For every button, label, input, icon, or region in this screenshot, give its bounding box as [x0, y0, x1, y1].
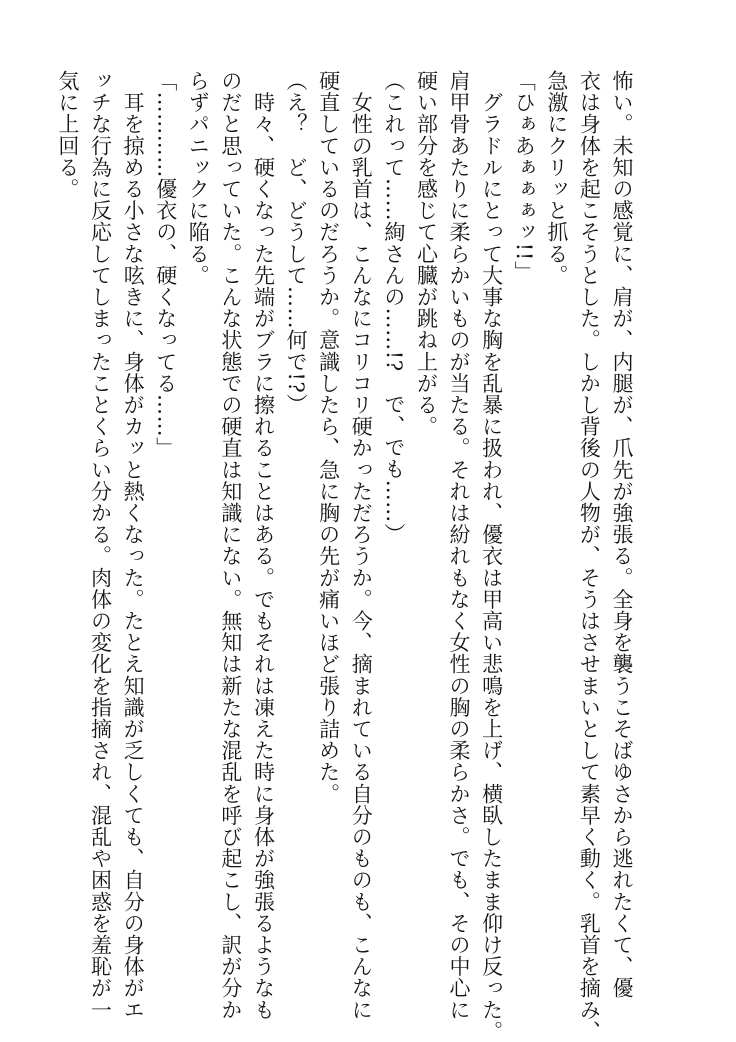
text-line: 気に上回る。	[55, 70, 80, 200]
text-line: のだと思っていた。こんな状態での硬直は知識にない。無知は新たな混乱を呼び起こし、訳が分か	[218, 70, 243, 1021]
text-line: 女性の乳首は、こんなにコリコリ硬かっただろうか。今、摘まれている自分のものも、こんなに	[349, 70, 374, 1021]
text-line: 耳を掠める小さな呟きに、身体がカッと熱くなった。たとえ知識が乏しくても、自分の身体がエ	[121, 70, 146, 1021]
text-line: 硬い部分を感じて心臓が跳ね上がる。	[414, 70, 439, 438]
text-line: 怖い。未知の感覚に、肩が、内腿が、爪先が強張る。全身を襲うこそばゆさから逃れたくて、優	[610, 70, 634, 999]
text-line: らずパニックに陥る。	[186, 70, 211, 286]
text-line: 「…………優衣の、硬くなってる……」	[153, 70, 178, 459]
text-line: （え？ ど、どうして……何で!?）	[284, 70, 309, 415]
text-line: 時々、硬くなった先端がブラに擦れることはある。でもそれは凍えた時に身体が強張るようなも	[251, 70, 276, 1021]
text-line: 硬直しているのだろうか。意識したら、急に胸の先が痛いほど張り詰めた。	[316, 70, 341, 805]
text-line: ッチな行為に反応してしまったことくらい分かる。肉体の変化を指摘され、混乱や困惑を羞恥が一	[88, 70, 113, 1021]
text-line: 衣は身体を起こそうとした。しかし背後の人物が、そうはさせまいとして素早く動く。乳首を摘み、	[577, 70, 602, 1042]
text-line: （これって……絢さんの……!? で、でも……）	[381, 70, 406, 545]
text-line: 急激にクリッと抓る。	[544, 70, 569, 286]
text-line: 肩甲骨あたりに柔らかいものが当たる。それは紛れもなく女性の胸の柔らかさ。でも、その中心に	[447, 70, 472, 1021]
vertical-text-body	[51, 70, 638, 1042]
text-line: 「ひぁあぁぁぁッ!!」	[512, 70, 537, 283]
text-line: グラドルにとって大事な胸を乱暴に扱われ、優衣は甲高い悲鳴を上げ、横臥したまま仰け反った。	[479, 70, 504, 1042]
